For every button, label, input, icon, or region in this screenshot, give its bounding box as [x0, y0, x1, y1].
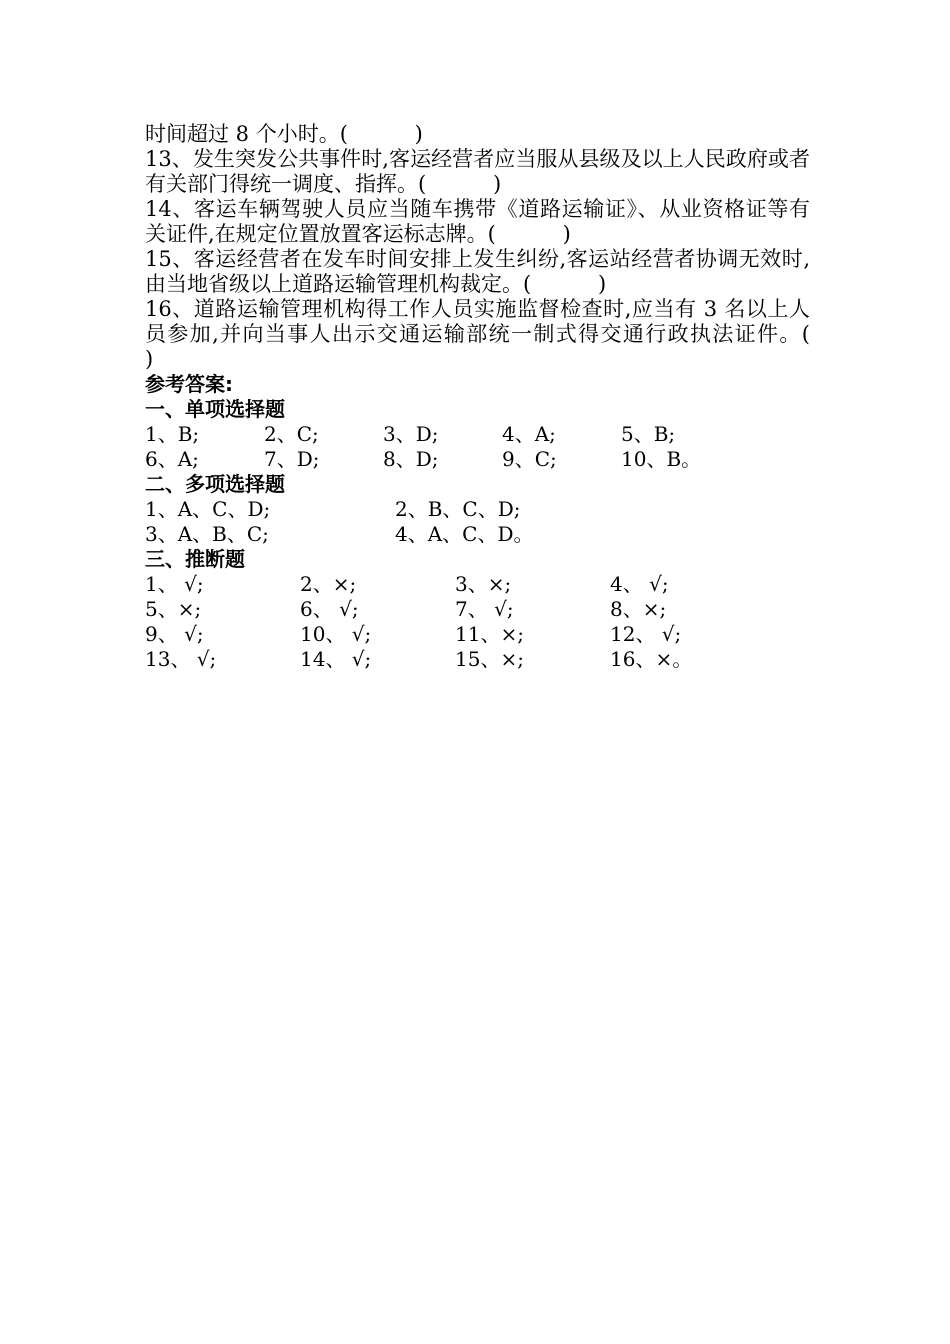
- answer-item: 3、A、B、C;: [145, 522, 269, 546]
- answer-item: 6、 √;: [300, 597, 359, 621]
- document-page: [145, 122, 877, 672]
- answer-item: 9、 √;: [145, 622, 204, 646]
- question-14: 14、客运车辆驾驶人员应当随车携带《道路运输证》、从业资格证等有关证件,在规定位置放置客运标志牌。( ): [145, 197, 810, 246]
- question-12-continuation: 时间超过 8 个小时。( ): [145, 122, 423, 146]
- question-15: 15、客运经营者在发车时间安排上发生纠纷,客运站经营者协调无效时,由当地省级以上道路运输管理机构裁定。( ): [145, 247, 810, 296]
- answer-item: 10、B。: [621, 447, 702, 471]
- answer-item: 2、B、C、D;: [395, 497, 521, 521]
- answer-item: 4、A;: [502, 422, 556, 446]
- answer-item: 3、D;: [383, 422, 439, 446]
- answer-item: 10、 √;: [300, 622, 372, 646]
- answer-item: 14、 √;: [300, 647, 372, 671]
- answer-item: 4、A、C、D。: [395, 522, 534, 546]
- answer-item: 2、×;: [300, 572, 357, 596]
- answer-item: 5、B;: [621, 422, 676, 446]
- answer-item: 1、A、C、D;: [145, 497, 271, 521]
- answer-item: 11、×;: [455, 622, 524, 646]
- single-choice-heading: 一、单项选择题: [145, 397, 285, 421]
- answer-item: 8、×;: [610, 597, 667, 621]
- answer-item: 1、 √;: [145, 572, 204, 596]
- answer-item: 5、×;: [145, 597, 202, 621]
- single-choice-answers: [145, 422, 810, 472]
- answer-item: 16、×。: [610, 647, 693, 671]
- answer-item: 15、×;: [455, 647, 524, 671]
- answer-item: 8、D;: [383, 447, 439, 471]
- answer-item: 3、×;: [455, 572, 512, 596]
- multiple-choice-answers: [145, 497, 810, 547]
- answer-item: 9、C;: [502, 447, 557, 471]
- multiple-choice-heading: 二、多项选择题: [145, 472, 285, 496]
- answer-item: 7、 √;: [455, 597, 514, 621]
- answer-item: 4、 √;: [610, 572, 669, 596]
- answers-title: 参考答案:: [145, 372, 233, 396]
- answer-item: 12、 √;: [610, 622, 682, 646]
- answer-item: 1、B;: [145, 422, 200, 446]
- question-13: 13、发生突发公共事件时,客运经营者应当服从县级及以上人民政府或者有关部门得统一调度、指挥。( ): [145, 147, 810, 196]
- answer-item: 2、C;: [264, 422, 319, 446]
- answer-item: 7、D;: [264, 447, 320, 471]
- answer-item: 13、 √;: [145, 647, 217, 671]
- judgement-answers: [145, 572, 810, 672]
- answer-item: 6、A;: [145, 447, 199, 471]
- judgement-heading: 三、推断题: [145, 547, 245, 571]
- question-16: 16、道路运输管理机构得工作人员实施监督检查时,应当有 3 名以上人员参加,并向当事人出示交通运输部统一制式得交通行政执法证件。( ): [145, 297, 877, 371]
